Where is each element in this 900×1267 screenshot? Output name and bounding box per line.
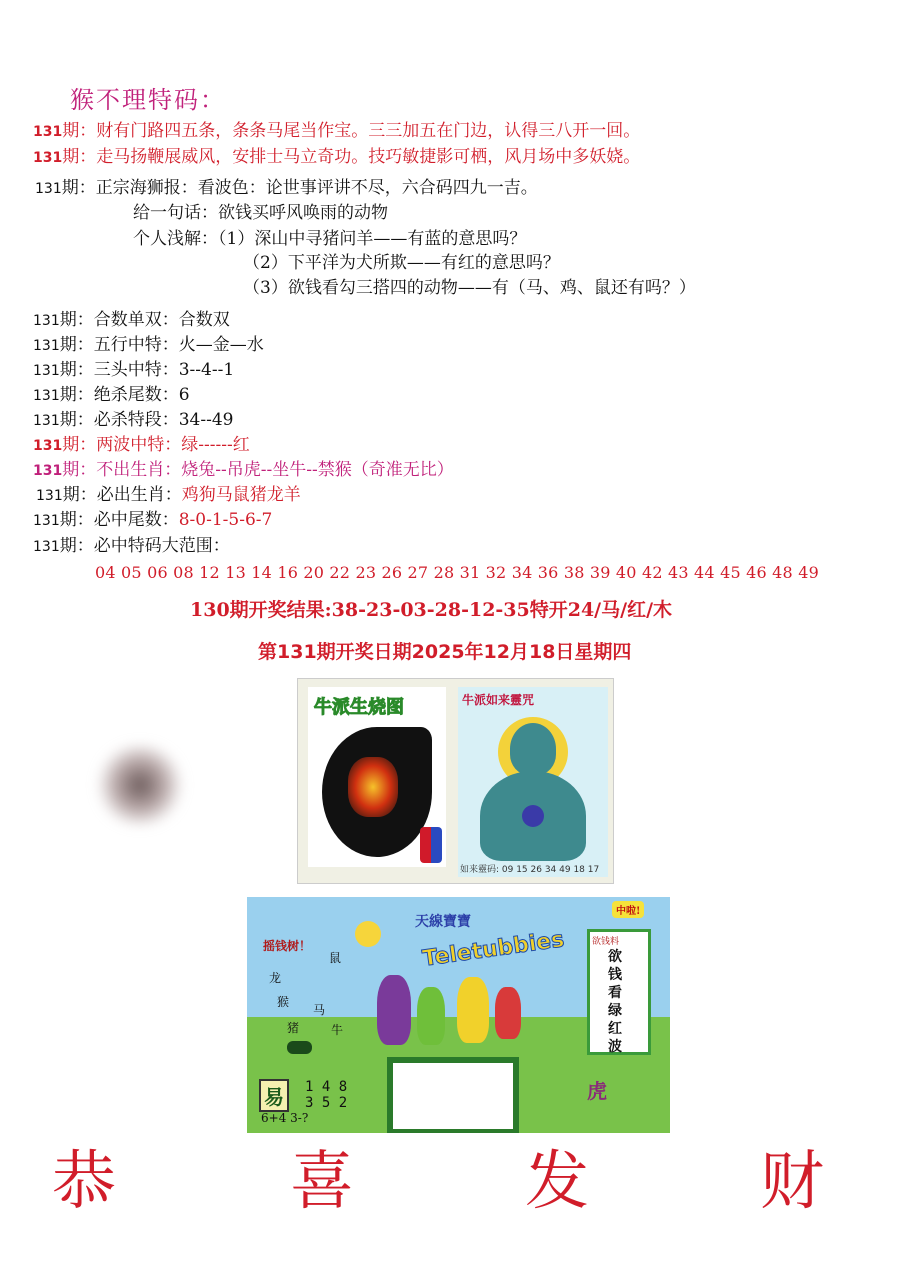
caption-tag xyxy=(287,1041,312,1054)
formula-text: 6+4 3-? xyxy=(261,1111,309,1125)
niupai-image-panel xyxy=(297,678,614,884)
issue-number: 131 xyxy=(33,363,60,379)
animal-label: 鼠 xyxy=(329,951,342,965)
item-value: 合数双 xyxy=(178,310,230,330)
congrats-char: 发 xyxy=(525,1145,589,1219)
verse-text: 期：财有门路四五条，条条马尾当作宝。三三加五在门边，认得三八开一回。 xyxy=(62,121,641,141)
item-value: 绿------红 xyxy=(181,435,250,455)
item-row xyxy=(33,384,190,407)
explain-line-2: （2）下平洋为犬所欺——有红的意思吗？ xyxy=(243,253,560,273)
issue-number: 131 xyxy=(33,313,60,329)
issue-number: 131 xyxy=(33,388,60,404)
animal-label: 龙 xyxy=(269,971,282,985)
haishi-line xyxy=(35,177,538,200)
explain-line-3: （3）欲钱看勾三搭四的动物——有（马、鸡、鼠还有吗？） xyxy=(243,278,696,298)
item-value: 3--4--1 xyxy=(178,360,235,380)
issue-number: 131 xyxy=(33,438,63,454)
item-value: 8-0-1-5-6-7 xyxy=(178,510,273,530)
issue-number: 131 xyxy=(33,413,60,429)
item-row xyxy=(33,309,230,332)
animal-label: 牛 xyxy=(331,1023,344,1037)
teletubbies-chinese-title: 天線寶寶 xyxy=(415,914,471,930)
tinky-winky-figure xyxy=(377,975,411,1045)
item-row xyxy=(33,359,234,382)
congrats-char: 喜 xyxy=(290,1145,354,1219)
animal-label: 猪 xyxy=(287,1021,300,1035)
issue-number: 131 xyxy=(33,463,63,479)
item-label: 期：必出生肖： xyxy=(62,485,182,505)
issue-number: 131 xyxy=(33,539,60,555)
verse-text: 期：走马扬鞭展威风，安排士马立奇功。技巧敏捷影可栖，风月场中多妖娆。 xyxy=(62,147,641,167)
orb-shape xyxy=(522,805,544,827)
item-value: 鸡狗马鼠猪龙羊 xyxy=(181,485,301,505)
issue-number: 131 xyxy=(33,150,63,166)
rulai-title: 牛派如来靈咒 xyxy=(462,693,535,707)
winning-badge: 中啦! xyxy=(612,901,644,918)
verse-line-2 xyxy=(33,146,640,169)
riddle-board xyxy=(587,929,651,1055)
animal-label: 马 xyxy=(313,1003,326,1017)
issue-number: 131 xyxy=(33,513,60,529)
riddle-header: 欲钱料 xyxy=(592,937,620,947)
item-label: 期：必中特码大范围： xyxy=(59,536,230,556)
item-row xyxy=(33,334,264,357)
item-value: 6 xyxy=(178,385,190,405)
dipsy-figure xyxy=(417,987,445,1045)
flame-shape xyxy=(348,757,398,817)
issue-number: 131 xyxy=(35,181,62,197)
red-blue-block xyxy=(420,827,442,863)
po-figure xyxy=(495,987,521,1039)
explain-line-1: 个人浅解：（1）深山中寻猪问羊——有蓝的意思吗？ xyxy=(133,229,527,249)
buddha-head xyxy=(510,723,556,775)
item-row xyxy=(36,484,301,507)
item-value: 火—金—水 xyxy=(178,335,264,355)
item-row xyxy=(33,535,230,558)
item-label: 期：三头中特： xyxy=(59,360,179,380)
sun-icon xyxy=(355,921,381,947)
issue-number: 131 xyxy=(36,488,63,504)
yi-character: 易 xyxy=(259,1079,289,1112)
item-label: 期：五行中特： xyxy=(59,335,179,355)
poem-board xyxy=(387,1057,519,1133)
item-label: 期：合数单双： xyxy=(59,310,179,330)
blurred-thumbnail xyxy=(95,745,185,825)
hint-line: 给一句话：欲钱买呼风唤雨的动物 xyxy=(133,203,388,223)
item-label: 期：绝杀尾数： xyxy=(59,385,179,405)
congrats-char: 财 xyxy=(760,1145,824,1219)
issue-number: 131 xyxy=(33,124,63,140)
number-grid: 1 4 8 3 5 2 xyxy=(305,1079,348,1111)
page-title: 猴不理特码： xyxy=(70,86,226,114)
haishi-text: 期：正宗海狮报：看波色：论世事评讲不尽，六合码四九一吉。 xyxy=(61,178,538,198)
teletubbies-logo: Teletubbies xyxy=(420,927,566,972)
item-row xyxy=(33,459,454,482)
item-label: 期：必杀特段： xyxy=(59,410,179,430)
item-label: 期：必中尾数： xyxy=(59,510,179,530)
item-value: 烧兔--吊虎--坐牛--禁猴（奇准无比） xyxy=(181,460,454,480)
issue-number: 131 xyxy=(33,338,60,354)
teletubbies-image-panel xyxy=(247,897,670,1133)
item-row xyxy=(33,434,250,457)
item-label: 期：两波中特： xyxy=(62,435,182,455)
riddle-text: 欲钱看绿红波 xyxy=(608,949,622,1055)
item-row xyxy=(33,509,272,532)
money-tree-label: 摇钱树！ xyxy=(263,939,312,953)
niupai-rulai-picture xyxy=(458,687,608,877)
rulai-numbers: 如来靈码: 09 15 26 34 49 18 17 xyxy=(460,865,600,875)
item-value: 34--49 xyxy=(178,410,234,430)
animal-label: 猴 xyxy=(277,995,290,1009)
item-label: 期：不出生肖： xyxy=(62,460,182,480)
draw-date: 第131期开奖日期2025年12月18日星期四 xyxy=(258,641,632,663)
burn-picture-title: 牛派生烧图 xyxy=(314,697,404,718)
laa-laa-figure xyxy=(457,977,489,1043)
item-row xyxy=(33,409,234,432)
niupai-burn-picture xyxy=(308,687,446,867)
tiger-character: 虎 xyxy=(587,1079,607,1103)
congrats-char: 恭 xyxy=(52,1145,116,1219)
draw-result: 130期开奖结果:38-23-03-28-12-35特开24/马/红/木 xyxy=(190,599,673,621)
verse-line-1 xyxy=(33,120,640,143)
range-numbers: 04 05 06 08 12 13 14 16 20 22 23 26 27 28 31 32 34 36 38 39 40 42 43 44 45 46 48 49 xyxy=(95,563,819,582)
